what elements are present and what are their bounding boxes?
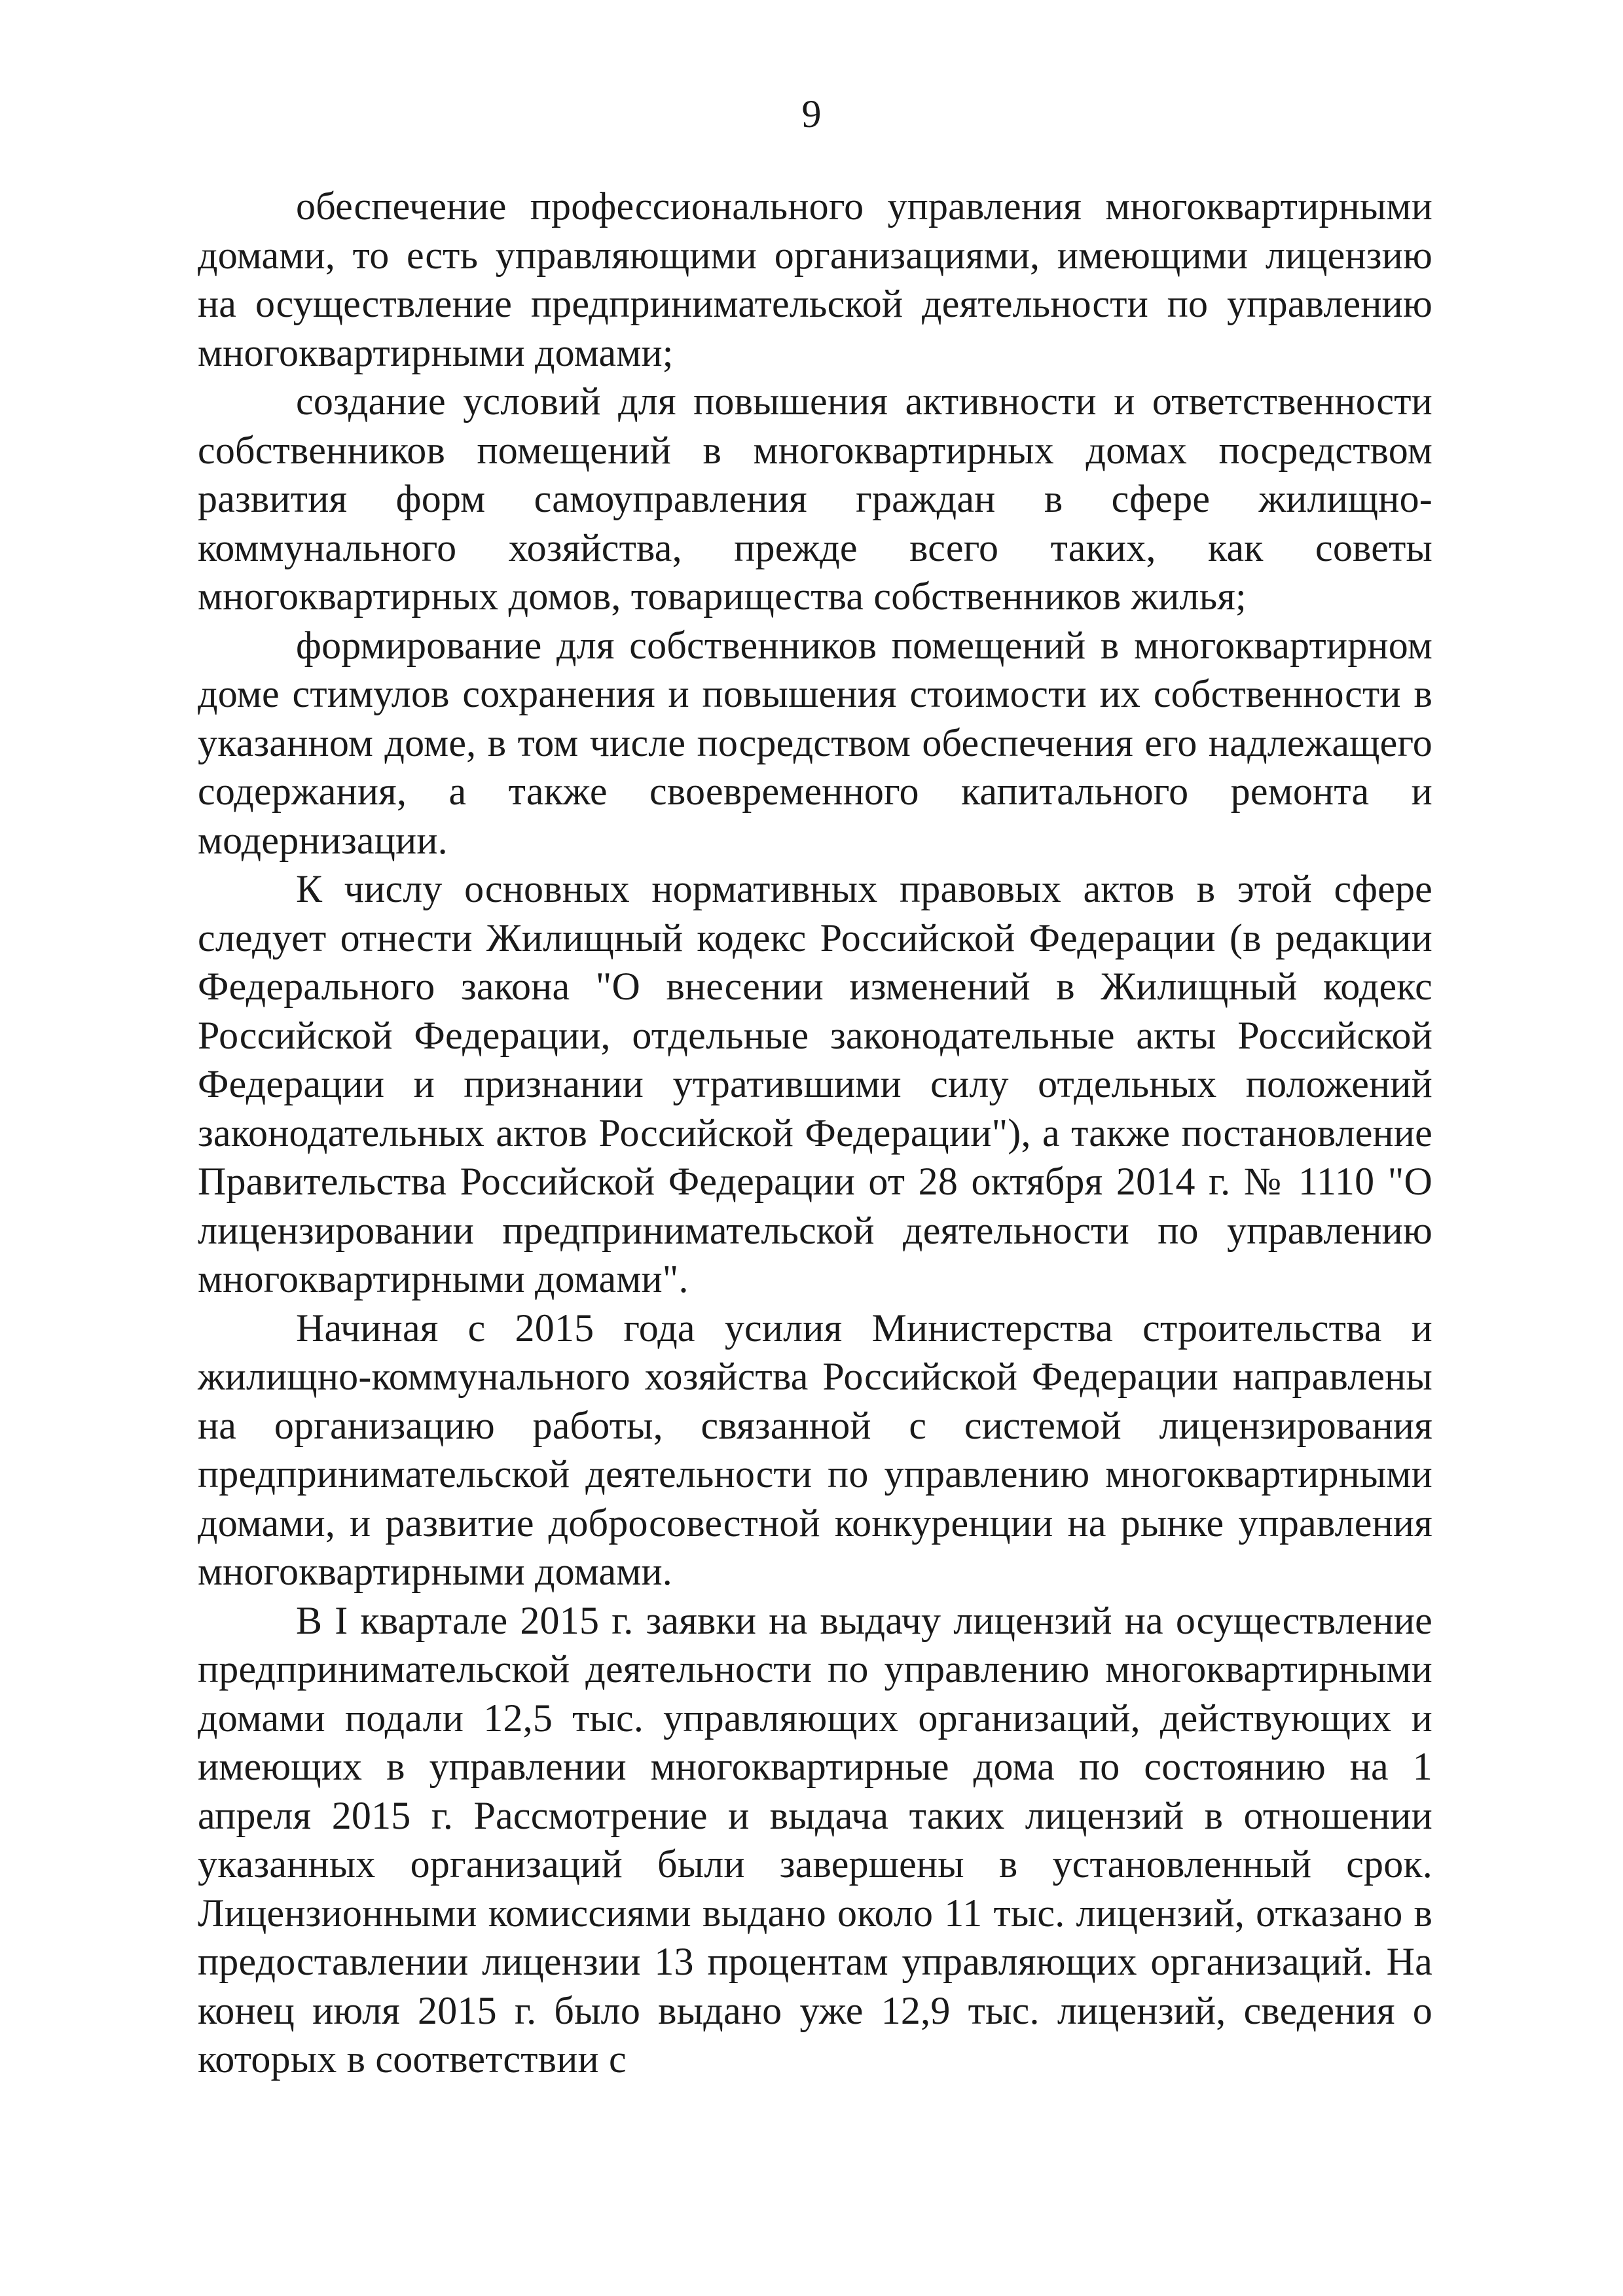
paragraph-professional-management: обеспечение профессионального управления многоквартирными домами, то есть управляющими организациями, имеющими лицензию на осуществление предпринимательской деятельности по управлению многоквартирными домами; (198, 185, 1432, 374)
page-number: 9 (801, 92, 822, 135)
paragraph-legal-acts: К числу основных нормативных правовых актов в этой сфере следует отнести Жилищный кодекс Российской Федерации (в редакции Федерального закона "О внесении изменений в Жилищный кодекс Российской Федерации, отдельные законодательные акты Российской Федерации и признании утратившими силу отдельных положений законодательных актов Российской Федерации"), а также постановление Правительства Российской Федерации от 28 октября 2014 г. № 1110 "О лицензировании предпринимательской деятельности по управлению многоквартирными домами". (198, 867, 1432, 1300)
document-body (198, 182, 1432, 2084)
paragraph-owner-activity: создание условий для повышения активности и ответственности собственников помещений в многоквартирных домах посредством развития форм самоуправления граждан в сфере жилищно-коммунального хозяйства, прежде всего таких, как советы многоквартирных домов, товарищества собственников жилья; (198, 380, 1432, 618)
paragraph-owner-incentives: формирование для собственников помещений в многоквартирном доме стимулов сохранения и повышения стоимости их собственности в указанном доме, в том числе посредством обеспечения его надлежащего содержания, а также своевременного капитального ремонта и модернизации. (198, 623, 1432, 862)
paragraph-ministry-efforts: Начиная с 2015 года усилия Министерства строительства и жилищно-коммунального хозяйства Российской Федерации направлены на организацию работы, связанной с системой лицензирования предпринимательской деятельности по управлению многоквартирными домами, и развитие добросовестной конкуренции на рынке управления многоквартирными домами. (198, 1306, 1432, 1593)
paragraph-licensing-q1-2015: В I квартале 2015 г. заявки на выдачу лицензий на осуществление предпринимательской деятельности по управлению многоквартирными домами подали 12,5 тыс. управляющих организаций, действующих и имеющих в управлении многоквартирные дома по состоянию на 1 апреля 2015 г. Рассмотрение и выдача таких лицензий в отношении указанных организаций были завершены в установленный срок. Лицензионными комиссиями выдано около 11 тыс. лицензий, отказано в предоставлении лицензии 13 процентам управляющих организаций. На конец июля 2015 г. было выдано уже 12,9 тыс. лицензий, сведения о которых в соответствии с (198, 1598, 1432, 2081)
